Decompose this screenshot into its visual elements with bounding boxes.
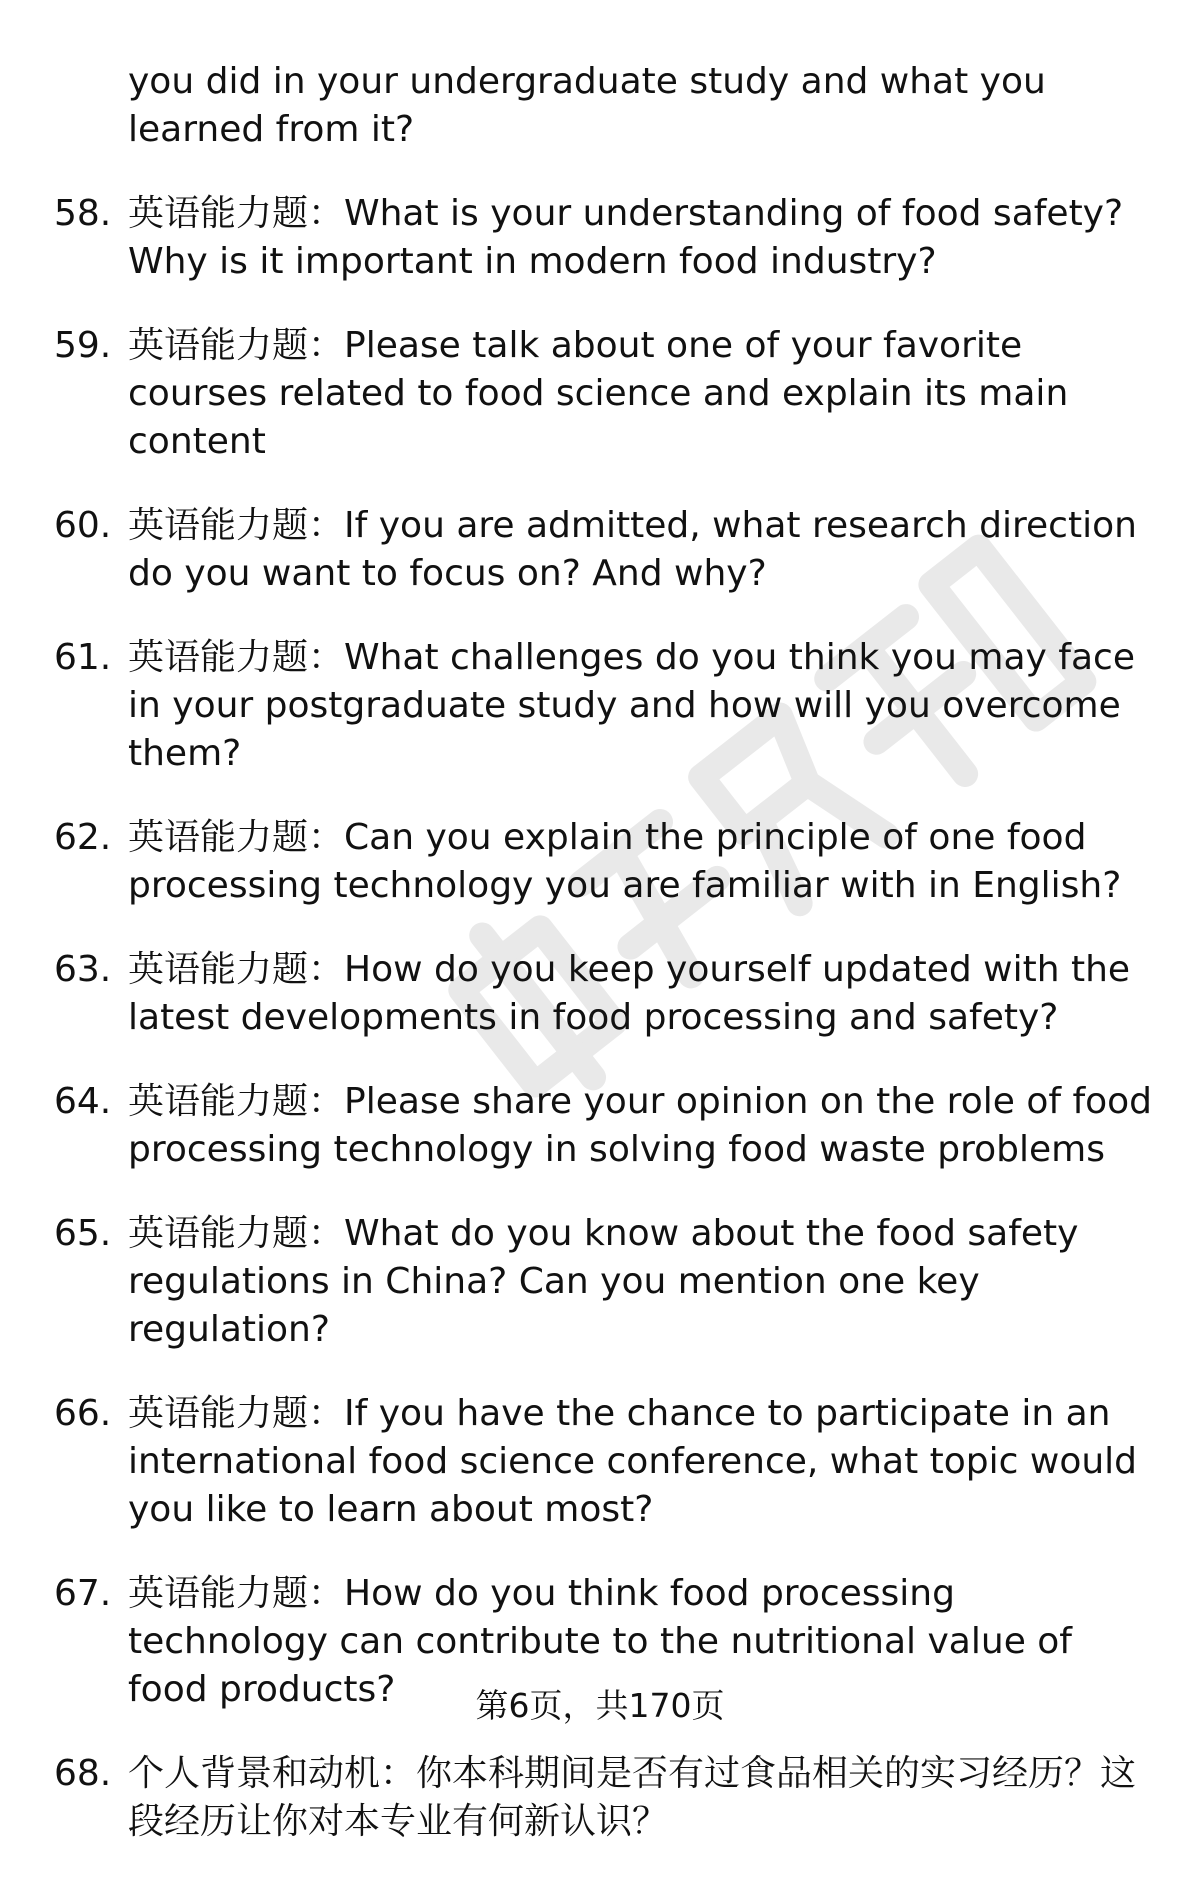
question-item-66	[0, 1390, 1200, 1534]
question-text: 英语能力题：How do you keep yourself updated with the latest developments in food processing and safety?	[128, 949, 1131, 1038]
question-text: 个人背景和动机：你本科期间是否有过食品相关的实习经历？这段经历让你对本专业有何新认识？	[128, 1753, 1137, 1842]
page-footer: 第6页，共170页	[475, 1686, 725, 1725]
question-list	[0, 190, 1200, 1882]
question-text: 英语能力题：What challenges do you think you may face in your postgraduate study and how will you overcome them?	[128, 637, 1135, 774]
question-text: 英语能力题：What is your understanding of food safety? Why is it important in modern food industry?	[128, 193, 1124, 282]
question-item-59	[0, 322, 1200, 466]
question-text: 英语能力题：Can you explain the principle of one food processing technology you are familiar with in English?	[128, 817, 1122, 906]
question-item-62	[0, 814, 1200, 910]
question-text: 英语能力题：What do you know about the food safety regulations in China? Can you mention one key regulation?	[128, 1213, 1079, 1350]
continued-question-text: you did in your undergraduate study and what you learned from it?	[128, 61, 1046, 150]
question-number: 63.	[54, 949, 112, 990]
question-number: 66.	[54, 1393, 112, 1434]
question-item-64	[0, 1078, 1200, 1174]
question-number: 59.	[54, 325, 112, 366]
question-number: 65.	[54, 1213, 112, 1254]
question-text: 英语能力题：Please talk about one of your favorite courses related to food science and explain its main content	[128, 325, 1069, 462]
question-text: 英语能力题：If you have the chance to participate in an international food science conference, what topic would you like to learn about most?	[128, 1393, 1138, 1530]
question-number: 67.	[54, 1573, 112, 1614]
question-number: 68.	[54, 1753, 112, 1794]
question-number: 62.	[54, 817, 112, 858]
question-text: 英语能力题：How do you think food processing technology can contribute to the nutritional value of food products?	[128, 1573, 1072, 1710]
question-item-63	[0, 946, 1200, 1042]
question-number: 60.	[54, 505, 112, 546]
question-number: 64.	[54, 1081, 112, 1122]
question-text: 英语能力题：If you are admitted, what research direction do you want to focus on? And why?	[128, 505, 1137, 594]
question-item-58	[0, 190, 1200, 286]
question-number: 58.	[54, 193, 112, 234]
question-item-60	[0, 502, 1200, 598]
question-number: 61.	[54, 637, 112, 678]
question-item-68	[0, 1750, 1200, 1846]
question-item-61	[0, 634, 1200, 778]
question-item-65	[0, 1210, 1200, 1354]
question-text: 英语能力题：Please share your opinion on the role of food processing technology in solving food waste problems	[128, 1081, 1153, 1170]
